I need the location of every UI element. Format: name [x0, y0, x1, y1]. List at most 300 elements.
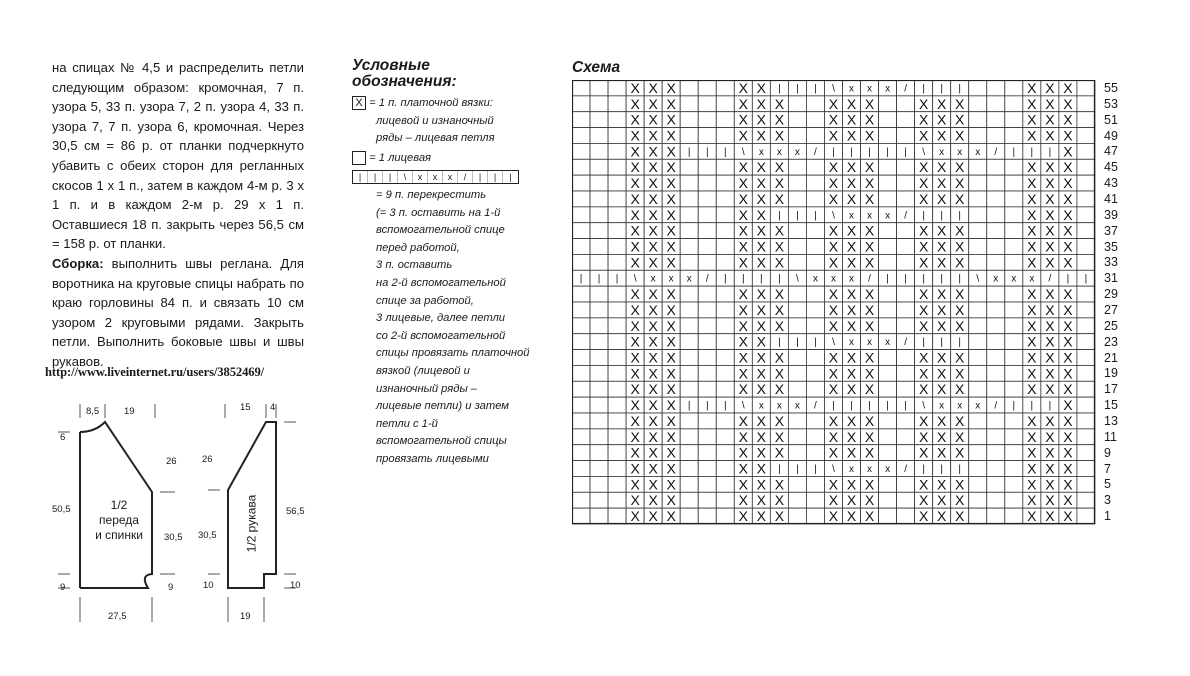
- cable-cell-glyph: |: [796, 210, 799, 222]
- x-stitch-glyph: X: [1063, 111, 1073, 128]
- chart-cell: [1005, 334, 1023, 350]
- chart-cell: [1005, 159, 1023, 175]
- chart-cell: [788, 223, 806, 239]
- x-stitch-glyph: X: [738, 190, 748, 207]
- cable-cell-glyph: x: [867, 83, 873, 95]
- chart-cell: [1077, 254, 1095, 270]
- chart-cell: [1077, 445, 1095, 461]
- chart-cell: [1077, 143, 1095, 159]
- cable-cell-glyph: |: [723, 400, 727, 412]
- x-stitch-glyph: X: [666, 127, 676, 144]
- chart-cell: [698, 334, 716, 350]
- x-stitch-glyph: X: [864, 95, 875, 112]
- chart-cell: [897, 128, 915, 144]
- chart-cell: [1077, 318, 1095, 334]
- chart-cell: [1077, 381, 1095, 397]
- chart-cell: [608, 461, 626, 477]
- x-stitch-glyph: X: [828, 428, 839, 445]
- cable-cell-glyph: |: [922, 273, 925, 285]
- x-stitch-glyph: X: [738, 317, 748, 334]
- x-stitch-glyph: X: [955, 159, 965, 176]
- x-stitch-glyph: X: [630, 206, 640, 223]
- x-stitch-glyph: X: [955, 412, 965, 429]
- chart-cell: [608, 445, 626, 461]
- x-stitch-glyph: X: [1045, 159, 1055, 176]
- x-stitch-glyph: X: [774, 111, 785, 128]
- chart-cell: [987, 492, 1005, 508]
- x-stitch-glyph: X: [648, 159, 658, 176]
- cable-cell-glyph: x: [776, 400, 782, 412]
- x-stitch-glyph: X: [648, 111, 658, 128]
- front-dim-total-height: 50,5: [52, 504, 71, 515]
- legend-cable-line: изнаночный ряды –: [376, 382, 478, 395]
- cable-symbol-cell: /: [458, 171, 473, 183]
- cable-cell-glyph: x: [849, 210, 855, 222]
- front-dim-rib-height: 9: [60, 582, 66, 593]
- x-stitch-glyph: X: [846, 254, 857, 271]
- legend-item-x: [352, 95, 552, 148]
- x-stitch-glyph: X: [630, 412, 640, 429]
- chart-cell: [590, 207, 608, 223]
- chart-cell: [590, 334, 608, 350]
- x-stitch-glyph: X: [846, 127, 857, 144]
- x-stitch-glyph: X: [846, 111, 857, 128]
- x-stitch-glyph: X: [1063, 222, 1073, 239]
- x-stitch-glyph: X: [937, 476, 947, 493]
- chart-cell: [590, 191, 608, 207]
- chart-cell: [608, 492, 626, 508]
- chart-cell: [608, 318, 626, 334]
- x-stitch-glyph: X: [828, 412, 839, 429]
- chart-cell: [608, 397, 626, 413]
- x-stitch-glyph: X: [648, 175, 658, 192]
- chart-row-number: 29: [1104, 287, 1118, 302]
- x-stitch-glyph: X: [756, 111, 767, 128]
- chart-cell: [969, 112, 987, 128]
- cable-cell-glyph: \: [832, 83, 835, 95]
- x-stitch-glyph: X: [648, 143, 658, 160]
- x-stitch-glyph: X: [864, 428, 875, 445]
- cable-cell-glyph: |: [778, 464, 781, 475]
- x-stitch-glyph: X: [828, 222, 839, 239]
- legend-cable-line: петли с 1-й: [376, 417, 438, 430]
- x-stitch-glyph: X: [864, 444, 875, 461]
- cable-cell-glyph: /: [904, 210, 907, 222]
- legend-cable-line: вязкой (лицевой и: [376, 364, 470, 377]
- x-stitch-glyph: X: [864, 476, 875, 493]
- x-stitch-glyph: X: [828, 238, 839, 255]
- chart-cell: [969, 175, 987, 191]
- assembly-label: Сборка:: [52, 255, 104, 271]
- chart-cell: [698, 350, 716, 366]
- x-stitch-glyph: X: [756, 190, 767, 207]
- chart-cell: [788, 128, 806, 144]
- x-stitch-glyph: X: [1027, 206, 1037, 223]
- front-piece-label: [88, 498, 150, 543]
- x-stitch-glyph: X: [918, 238, 929, 255]
- x-stitch-glyph: X: [828, 159, 839, 176]
- cable-cell-glyph: \: [832, 464, 835, 475]
- x-stitch-glyph: X: [774, 190, 785, 207]
- chart-cell: [1077, 223, 1095, 239]
- x-stitch-glyph: X: [846, 508, 857, 525]
- chart-cell: [572, 239, 590, 255]
- chart-cell: [698, 318, 716, 334]
- x-stitch-glyph: X: [955, 190, 965, 207]
- chart-cell: [969, 207, 987, 223]
- chart-cell: [897, 302, 915, 318]
- chart-title: Схема: [572, 59, 621, 76]
- x-stitch-glyph: X: [630, 254, 640, 271]
- chart-cell: [788, 445, 806, 461]
- x-stitch-glyph: X: [648, 428, 658, 445]
- x-stitch-glyph: X: [648, 238, 658, 255]
- legend-cable-line: перед работой,: [376, 241, 460, 254]
- x-stitch-glyph: X: [937, 238, 947, 255]
- x-stitch-glyph: X: [1027, 301, 1037, 318]
- legend-cable-line: со 2-й вспомогательной: [376, 329, 506, 342]
- x-stitch-glyph: X: [846, 349, 857, 366]
- chart-cell: [969, 191, 987, 207]
- chart-cell: [987, 302, 1005, 318]
- chart-cell: [987, 254, 1005, 270]
- chart-row-number: 51: [1104, 112, 1118, 127]
- legend-item-cable: [352, 169, 552, 468]
- x-stitch-glyph: X: [630, 127, 640, 144]
- x-stitch-glyph: X: [756, 238, 767, 255]
- chart-cell: [680, 159, 698, 175]
- chart-row-number: 13: [1104, 414, 1118, 428]
- chart-cell: [1005, 413, 1023, 429]
- chart-cell: [897, 318, 915, 334]
- x-stitch-glyph: X: [666, 381, 676, 398]
- x-stitch-glyph: X: [1027, 286, 1037, 303]
- cable-cell-glyph: \: [922, 146, 926, 158]
- chart-row-number: 3: [1104, 493, 1111, 508]
- chart-cell: [788, 286, 806, 302]
- cable-cell-glyph: |: [778, 83, 781, 95]
- chart-cell: [698, 80, 716, 96]
- chart-cell: [1005, 445, 1023, 461]
- cable-cell-glyph: /: [1048, 273, 1052, 285]
- chart-cell: [788, 318, 806, 334]
- chart-cell: [969, 286, 987, 302]
- chart-cell: [608, 286, 626, 302]
- chart-cell: [698, 381, 716, 397]
- x-stitch-glyph: X: [1045, 80, 1055, 96]
- chart-cell: [698, 159, 716, 175]
- chart-row-number: 53: [1104, 96, 1118, 111]
- x-stitch-glyph: X: [738, 412, 748, 429]
- chart-cell: [969, 80, 987, 96]
- source-url[interactable]: http://www.liveinternet.ru/users/3852469/: [45, 365, 265, 379]
- x-stitch-glyph: X: [918, 365, 929, 382]
- x-stitch-glyph: X: [666, 175, 676, 192]
- x-stitch-glyph: X: [955, 222, 965, 239]
- chart-cell: [572, 397, 590, 413]
- chart-cell: [716, 365, 734, 381]
- chart-cell: [572, 476, 590, 492]
- x-stitch-glyph: X: [937, 349, 947, 366]
- cable-cell-glyph: |: [615, 273, 619, 285]
- chart-cell: [572, 334, 590, 350]
- x-stitch-glyph: X: [1027, 254, 1037, 271]
- cable-cell-glyph: |: [742, 273, 745, 285]
- x-stitch-glyph: X: [1063, 492, 1073, 509]
- cable-cell-glyph: x: [885, 83, 891, 95]
- x-stitch-glyph: X: [648, 508, 658, 525]
- x-stitch-glyph: X: [955, 428, 965, 445]
- chart-cell: [897, 413, 915, 429]
- x-stitch-glyph: X: [756, 286, 767, 303]
- x-stitch-glyph: X: [1027, 428, 1037, 445]
- chart-cell: [897, 429, 915, 445]
- x-stitch-glyph: X: [1027, 476, 1037, 493]
- x-stitch-glyph: X: [738, 159, 748, 176]
- x-stitch-glyph: X: [937, 301, 947, 318]
- x-stitch-glyph: X: [1063, 80, 1073, 96]
- chart-cell: [590, 508, 608, 524]
- chart-row-number: 5: [1104, 477, 1111, 492]
- chart-cell: [806, 239, 824, 255]
- cable-cell-glyph: x: [849, 464, 855, 475]
- x-stitch-glyph: X: [756, 508, 767, 525]
- chart-cell: [1077, 350, 1095, 366]
- chart-cell: [680, 96, 698, 112]
- x-stitch-glyph: X: [648, 333, 658, 350]
- x-stitch-glyph: X: [1027, 175, 1037, 192]
- x-stitch-glyph: X: [648, 317, 658, 334]
- chart-cell: [987, 318, 1005, 334]
- x-stitch-glyph: X: [937, 508, 947, 525]
- chart-cell: [698, 413, 716, 429]
- x-stitch-glyph: X: [1045, 492, 1055, 509]
- chart-row-number: 35: [1104, 239, 1118, 254]
- x-stitch-glyph: X: [774, 127, 785, 144]
- chart-cell: [1005, 96, 1023, 112]
- cable-cell-glyph: x: [867, 210, 873, 222]
- x-stitch-glyph: X: [630, 365, 640, 382]
- cable-cell-glyph: |: [1012, 146, 1016, 158]
- chart-cell: [1077, 159, 1095, 175]
- chart-cell: [1005, 461, 1023, 477]
- cable-cell-glyph: /: [994, 146, 998, 158]
- sleeve-dim-raglan-height: 26: [202, 454, 213, 465]
- x-stitch-glyph: X: [1063, 397, 1073, 414]
- chart-cell: [590, 381, 608, 397]
- chart-cell: [680, 80, 698, 96]
- chart-cell: [698, 96, 716, 112]
- chart-cell: [788, 476, 806, 492]
- chart-cell: [969, 223, 987, 239]
- cable-cell-glyph: |: [1084, 273, 1088, 285]
- x-stitch-glyph: X: [666, 492, 676, 509]
- chart-cell: [1005, 286, 1023, 302]
- x-stitch-glyph: X: [846, 412, 857, 429]
- x-stitch-glyph: X: [828, 254, 839, 271]
- x-stitch-glyph: X: [756, 301, 767, 318]
- chart-cell: [590, 397, 608, 413]
- front-label-line: переда: [99, 513, 139, 527]
- chart-cell: [987, 365, 1005, 381]
- chart-cell: [590, 112, 608, 128]
- x-stitch-glyph: X: [918, 428, 929, 445]
- chart-row-number: 21: [1104, 350, 1118, 365]
- chart-cell: [969, 128, 987, 144]
- cable-cell-glyph: |: [904, 146, 907, 158]
- x-stitch-glyph: X: [756, 95, 767, 112]
- legend-cable-line: провязать лицевыми: [376, 452, 489, 465]
- x-stitch-glyph: X: [774, 301, 785, 318]
- chart-cell: [608, 191, 626, 207]
- chart-cell: [788, 429, 806, 445]
- x-stitch-glyph: X: [846, 301, 857, 318]
- cable-cell-glyph: |: [940, 210, 943, 222]
- x-stitch-glyph: X: [864, 492, 875, 509]
- legend-cable-line: 3 лицевые, далее петли: [376, 312, 505, 325]
- chart-cell: [1005, 175, 1023, 191]
- chart-cell: [788, 159, 806, 175]
- x-stitch-glyph: X: [918, 301, 929, 318]
- knit-stitch-symbol: [352, 151, 366, 165]
- chart-cell: [680, 207, 698, 223]
- x-stitch-glyph: X: [937, 127, 947, 144]
- sleeve-dim-top-width-2: 4: [270, 402, 276, 413]
- x-stitch-glyph: X: [1063, 190, 1073, 207]
- chart-cell: [590, 445, 608, 461]
- cable-cell-glyph: /: [814, 400, 817, 412]
- chart-cell: [806, 492, 824, 508]
- chart-cell: [716, 476, 734, 492]
- cable-cell-glyph: |: [922, 464, 925, 475]
- x-stitch-glyph: X: [1063, 95, 1073, 112]
- x-stitch-glyph: X: [937, 222, 947, 239]
- chart-cell: [897, 492, 915, 508]
- x-stitch-glyph: X: [774, 238, 785, 255]
- chart-cell: [879, 429, 897, 445]
- chart-cell: [1005, 381, 1023, 397]
- chart-cell: [969, 159, 987, 175]
- x-stitch-glyph: X: [630, 95, 640, 112]
- chart-row-number: 17: [1104, 382, 1118, 397]
- legend-title-line: обозначения:: [352, 73, 457, 90]
- x-stitch-glyph: X: [937, 111, 947, 128]
- x-stitch-glyph: X: [918, 286, 929, 303]
- x-stitch-glyph: X: [864, 238, 875, 255]
- x-stitch-glyph: X: [774, 254, 785, 271]
- x-stitch-glyph: X: [1045, 175, 1055, 192]
- x-stitch-glyph: X: [774, 286, 785, 303]
- chart-cell: [680, 254, 698, 270]
- chart-cell: [987, 413, 1005, 429]
- x-stitch-glyph: X: [738, 333, 748, 350]
- x-stitch-glyph: X: [864, 222, 875, 239]
- x-stitch-glyph: X: [738, 476, 748, 493]
- cable-cell-glyph: x: [758, 400, 764, 412]
- cable-symbol-cell: |: [488, 171, 503, 183]
- chart-cell: [969, 254, 987, 270]
- chart-cell: [572, 254, 590, 270]
- cable-cell-glyph: x: [939, 146, 945, 158]
- chart-cell: [969, 508, 987, 524]
- chart-cell: [879, 318, 897, 334]
- x-stitch-glyph: X: [630, 80, 640, 96]
- chart-cell: [987, 429, 1005, 445]
- x-stitch-glyph: X: [666, 460, 676, 477]
- x-stitch-glyph: X: [774, 175, 785, 192]
- cable-cell-glyph: |: [705, 146, 709, 158]
- chart-cell: [897, 445, 915, 461]
- chart-cell: [806, 159, 824, 175]
- x-stitch-glyph: X: [1063, 381, 1073, 398]
- chart-cell: [590, 365, 608, 381]
- chart-cell: [806, 96, 824, 112]
- chart-cell: [1077, 207, 1095, 223]
- x-stitch-glyph: X: [738, 206, 748, 223]
- chart-cell: [806, 365, 824, 381]
- x-stitch-glyph: X: [918, 349, 929, 366]
- chart-cell: [572, 302, 590, 318]
- legend-cable-line: на 2-й вспомогательной: [376, 276, 506, 289]
- x-stitch-glyph: X: [864, 286, 875, 303]
- cable-cell-glyph: /: [705, 273, 709, 285]
- chart-cell: [716, 223, 734, 239]
- x-stitch-glyph: X: [1027, 444, 1037, 461]
- x-stitch-glyph: X: [955, 381, 965, 398]
- chart-cell: [1005, 112, 1023, 128]
- chart-cell: [806, 286, 824, 302]
- chart-cell: [788, 112, 806, 128]
- cable-cell-glyph: |: [940, 83, 943, 95]
- cable-cell-glyph: |: [814, 464, 817, 475]
- x-stitch-glyph: X: [1027, 492, 1037, 509]
- legend-knit-text: = 1 лицевая: [369, 151, 432, 164]
- chart-cell: [987, 128, 1005, 144]
- cable-cell-glyph: |: [868, 400, 871, 412]
- x-stitch-glyph: X: [828, 175, 839, 192]
- chart-cell: [590, 128, 608, 144]
- cable-cell-glyph: |: [796, 83, 799, 95]
- x-stitch-glyph: X: [738, 238, 748, 255]
- x-stitch-glyph: X: [1045, 238, 1055, 255]
- x-stitch-glyph: X: [648, 95, 658, 112]
- x-stitch-glyph: X: [1063, 254, 1073, 271]
- x-stitch-glyph: X: [955, 492, 965, 509]
- sleeve-dim-top-width: 15: [240, 402, 251, 413]
- cable-cell-glyph: x: [975, 146, 981, 158]
- cable-cell-glyph: |: [723, 146, 727, 158]
- x-stitch-glyph: X: [666, 397, 676, 414]
- chart-cell: [716, 128, 734, 144]
- chart-cell: [879, 286, 897, 302]
- chart-cell: [788, 350, 806, 366]
- x-stitch-glyph: X: [756, 444, 767, 461]
- chart-cell: [716, 381, 734, 397]
- chart-cell: [897, 191, 915, 207]
- x-stitch-glyph: X: [738, 444, 748, 461]
- chart-cell: [897, 381, 915, 397]
- front-label-line: 1/2: [110, 498, 128, 512]
- x-stitch-glyph: X: [846, 492, 857, 509]
- cable-cell-glyph: |: [922, 337, 925, 349]
- chart-cell: [788, 365, 806, 381]
- chart-cell: [698, 429, 716, 445]
- cable-cell-glyph: /: [994, 400, 998, 412]
- chart-cell: [698, 302, 716, 318]
- chart-row-number: 19: [1104, 366, 1118, 381]
- chart-cell: [987, 286, 1005, 302]
- x-stitch-glyph: X: [648, 492, 658, 509]
